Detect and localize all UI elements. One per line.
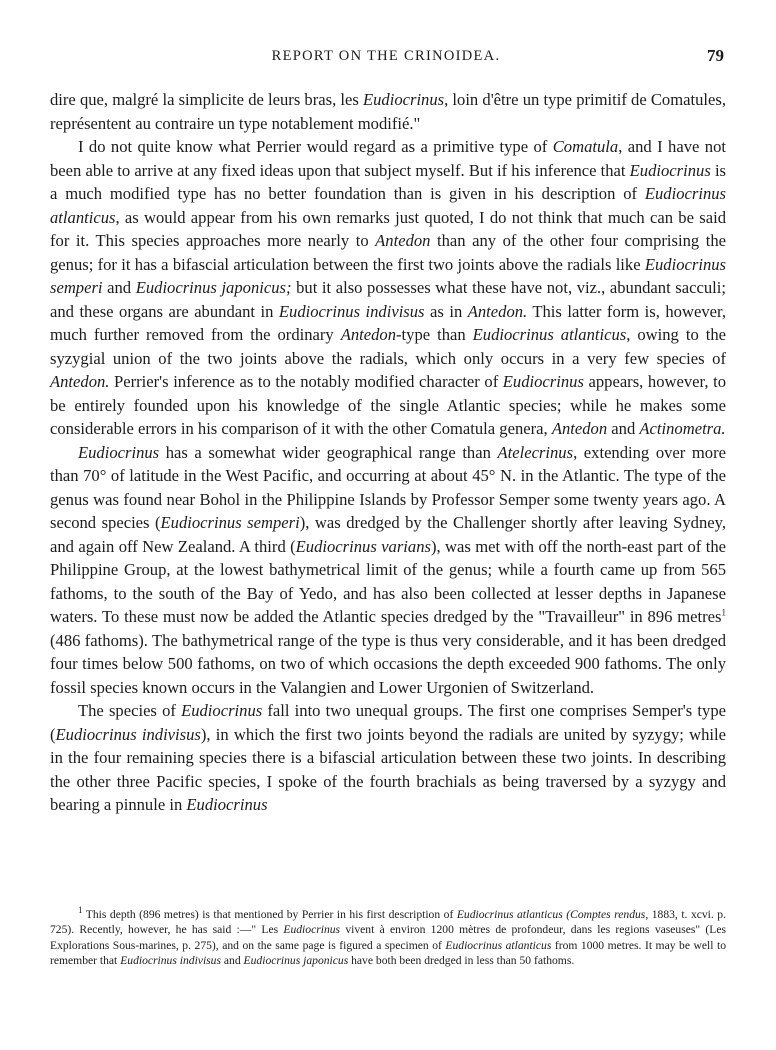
paragraph-4 (50, 699, 726, 817)
taxon-name: Eudiocrinus (502, 372, 584, 391)
taxon-name: Eudiocrinus (629, 160, 711, 180)
running-title: REPORT ON THE CRINOIDEA. (271, 48, 501, 64)
paragraph-2 (50, 135, 726, 441)
footnotes (50, 907, 726, 969)
taxon-name: Eudiocrinus japonicus (243, 954, 349, 968)
text-run: ), was met with off the north-east part of the Philippine Group, at the lowest bathymetrical limit of the genus; while a fourth came up from 565 fathoms, to the south of the Bay of Yedo, and has also been collected at lesser depths in Japanese waters. To these must now be added the Atlantic species dredged by the "Travailleur" in 896 metres (50, 536, 726, 626)
text-run: vivent à environ 1200 mètres de profondeur, dans les regions vaseuses" (Les Explorations Sous-marines, p. 275), and on the same page is figured a specimen of (50, 923, 726, 952)
text-run: , extending over more than 70° of latitude in the West Pacific, and occurring at about 45° N. in the Atlantic. The type of the genus was found near Bohol in the Philippine Islands by Professor Semper some twenty years ago. A second species ( (50, 442, 726, 532)
text-run: -type than (396, 325, 473, 344)
taxon-name: Eudiocrinus semperi (160, 513, 300, 532)
text-run: and (221, 954, 244, 968)
text-run: from 1000 metres. It may be well to remember that (50, 938, 726, 968)
text-run: I do not quite know what Perrier would regard as a primitive type of (78, 137, 553, 156)
text-run: , loin d'être un type primitif de Comatules, représentent au contraire un type notablement modifié." (50, 90, 726, 133)
taxon-name: Eudiocrinus atlanticus (Comptes rendus (456, 908, 646, 921)
text-run: , and I have not been able to arrive at any fixed ideas upon that subject myself. But if his inference that (50, 137, 726, 180)
text-run: Perrier's inference as to the notably modified character of (109, 372, 503, 391)
paragraph-3 (50, 441, 726, 700)
text-run: than any of the other four comprising the genus; for it has a bifascial articulation between the first two joints above the radials like (50, 231, 726, 274)
text-run: have both been dredged in less than 50 fathoms. (348, 954, 575, 968)
body-text (50, 88, 726, 817)
taxon-name: Antedon. (50, 372, 110, 391)
taxon-name: Eudiocrinus indivisus (55, 724, 201, 744)
taxon-name: Eudiocrinus (186, 795, 268, 814)
text-run: This depth (896 metres) is that mentioned by Perrier in his first description of (82, 908, 457, 921)
taxon-name: Comatula (552, 137, 619, 156)
taxon-name: Eudiocrinus varians (295, 536, 431, 556)
text-run: has a somewhat wider geographical range than (159, 442, 498, 462)
text-run: as in (424, 301, 468, 321)
text-run: The species of (78, 701, 182, 720)
text-run: ), in which the first two joints beyond the radials are united by syzygy; while in the four remaining species there is a bifascial articulation between these two joints. In describing the other three Pacific species, I spoke of the fourth brachials as being traversed by a syzygy and bearing a pinnule in (50, 724, 726, 814)
text-run: , owing to the syzygial union of the two joints above the radials, which only occurs in a very few species of (50, 325, 726, 368)
page-header (48, 46, 724, 70)
taxon-name: Eudiocrinus semperi (50, 254, 726, 297)
text-run: fall into two unequal groups. The first one comprises Semper's type ( (50, 701, 726, 744)
text-run: is a much modified type has no better foundation than is given in his description of (50, 160, 727, 203)
taxon-name: Eudiocrinus atlanticus (472, 325, 627, 344)
taxon-name: Eudiocrinus (283, 923, 341, 937)
text-run: but it also possesses what these have not, viz., abundant sacculi; and these organs are abundant in (50, 278, 726, 321)
text-run: appears, however, to be entirely founded upon his knowledge of the single Atlantic species; while he makes some considerable errors in his comparison of it with the other Comatula genera, (50, 372, 726, 438)
taxon-name: Atelecrinus (497, 442, 574, 462)
text-run: and (607, 419, 640, 438)
text-run: and (102, 278, 136, 297)
taxon-name: Eudiocrinus indivisus (120, 954, 221, 968)
page-number: 79 (707, 46, 724, 65)
paragraph-1 (50, 88, 726, 135)
taxon-name: Eudiocrinus (362, 90, 445, 109)
taxon-name: Eudiocrinus indivisus (278, 301, 425, 321)
taxon-name: Actinometra. (639, 419, 726, 438)
footnote-1 (50, 907, 726, 969)
footnote-marker: 1 (721, 607, 726, 618)
text-run: , 1883, t. xcvi. p. 725). Recently, however, he has said :—" Les (50, 908, 727, 937)
text-run: (486 fathoms). The bathymetrical range of the type is thus very considerable, and it has been dredged four times below 500 fathoms, on two of which occasions the depth exceeded 900 fathoms. The only fossil species known occurs in the Valangien and Lower Urgonien of Switzerland. (50, 630, 726, 697)
taxon-name: Eudiocrinus atlanticus (445, 938, 552, 952)
taxon-name: Antedon (551, 419, 608, 438)
taxon-name: Eudiocrinus (78, 442, 160, 462)
text-run: This latter form is, however, much further removed from the ordinary (50, 301, 726, 344)
footnote-number: 1 (78, 905, 83, 916)
taxon-name: Eudiocrinus atlanticus (50, 184, 726, 227)
taxon-name: Antedon (375, 231, 431, 250)
taxon-name: Eudiocrinus (181, 701, 263, 720)
taxon-name: Antedon. (467, 301, 528, 321)
taxon-name: Antedon (340, 325, 397, 344)
text-run: , as would appear from his own remarks just quoted, I do not think that much can be said for it. This species approaches more nearly to (50, 207, 726, 250)
text-run: dire que, malgré la simplicite de leurs bras, les (50, 90, 363, 109)
text-run: ), was dredged by the Challenger shortly after leaving Sydney, and again off New Zealand. A third ( (50, 513, 726, 556)
taxon-name: Eudiocrinus japonicus; (135, 278, 292, 297)
